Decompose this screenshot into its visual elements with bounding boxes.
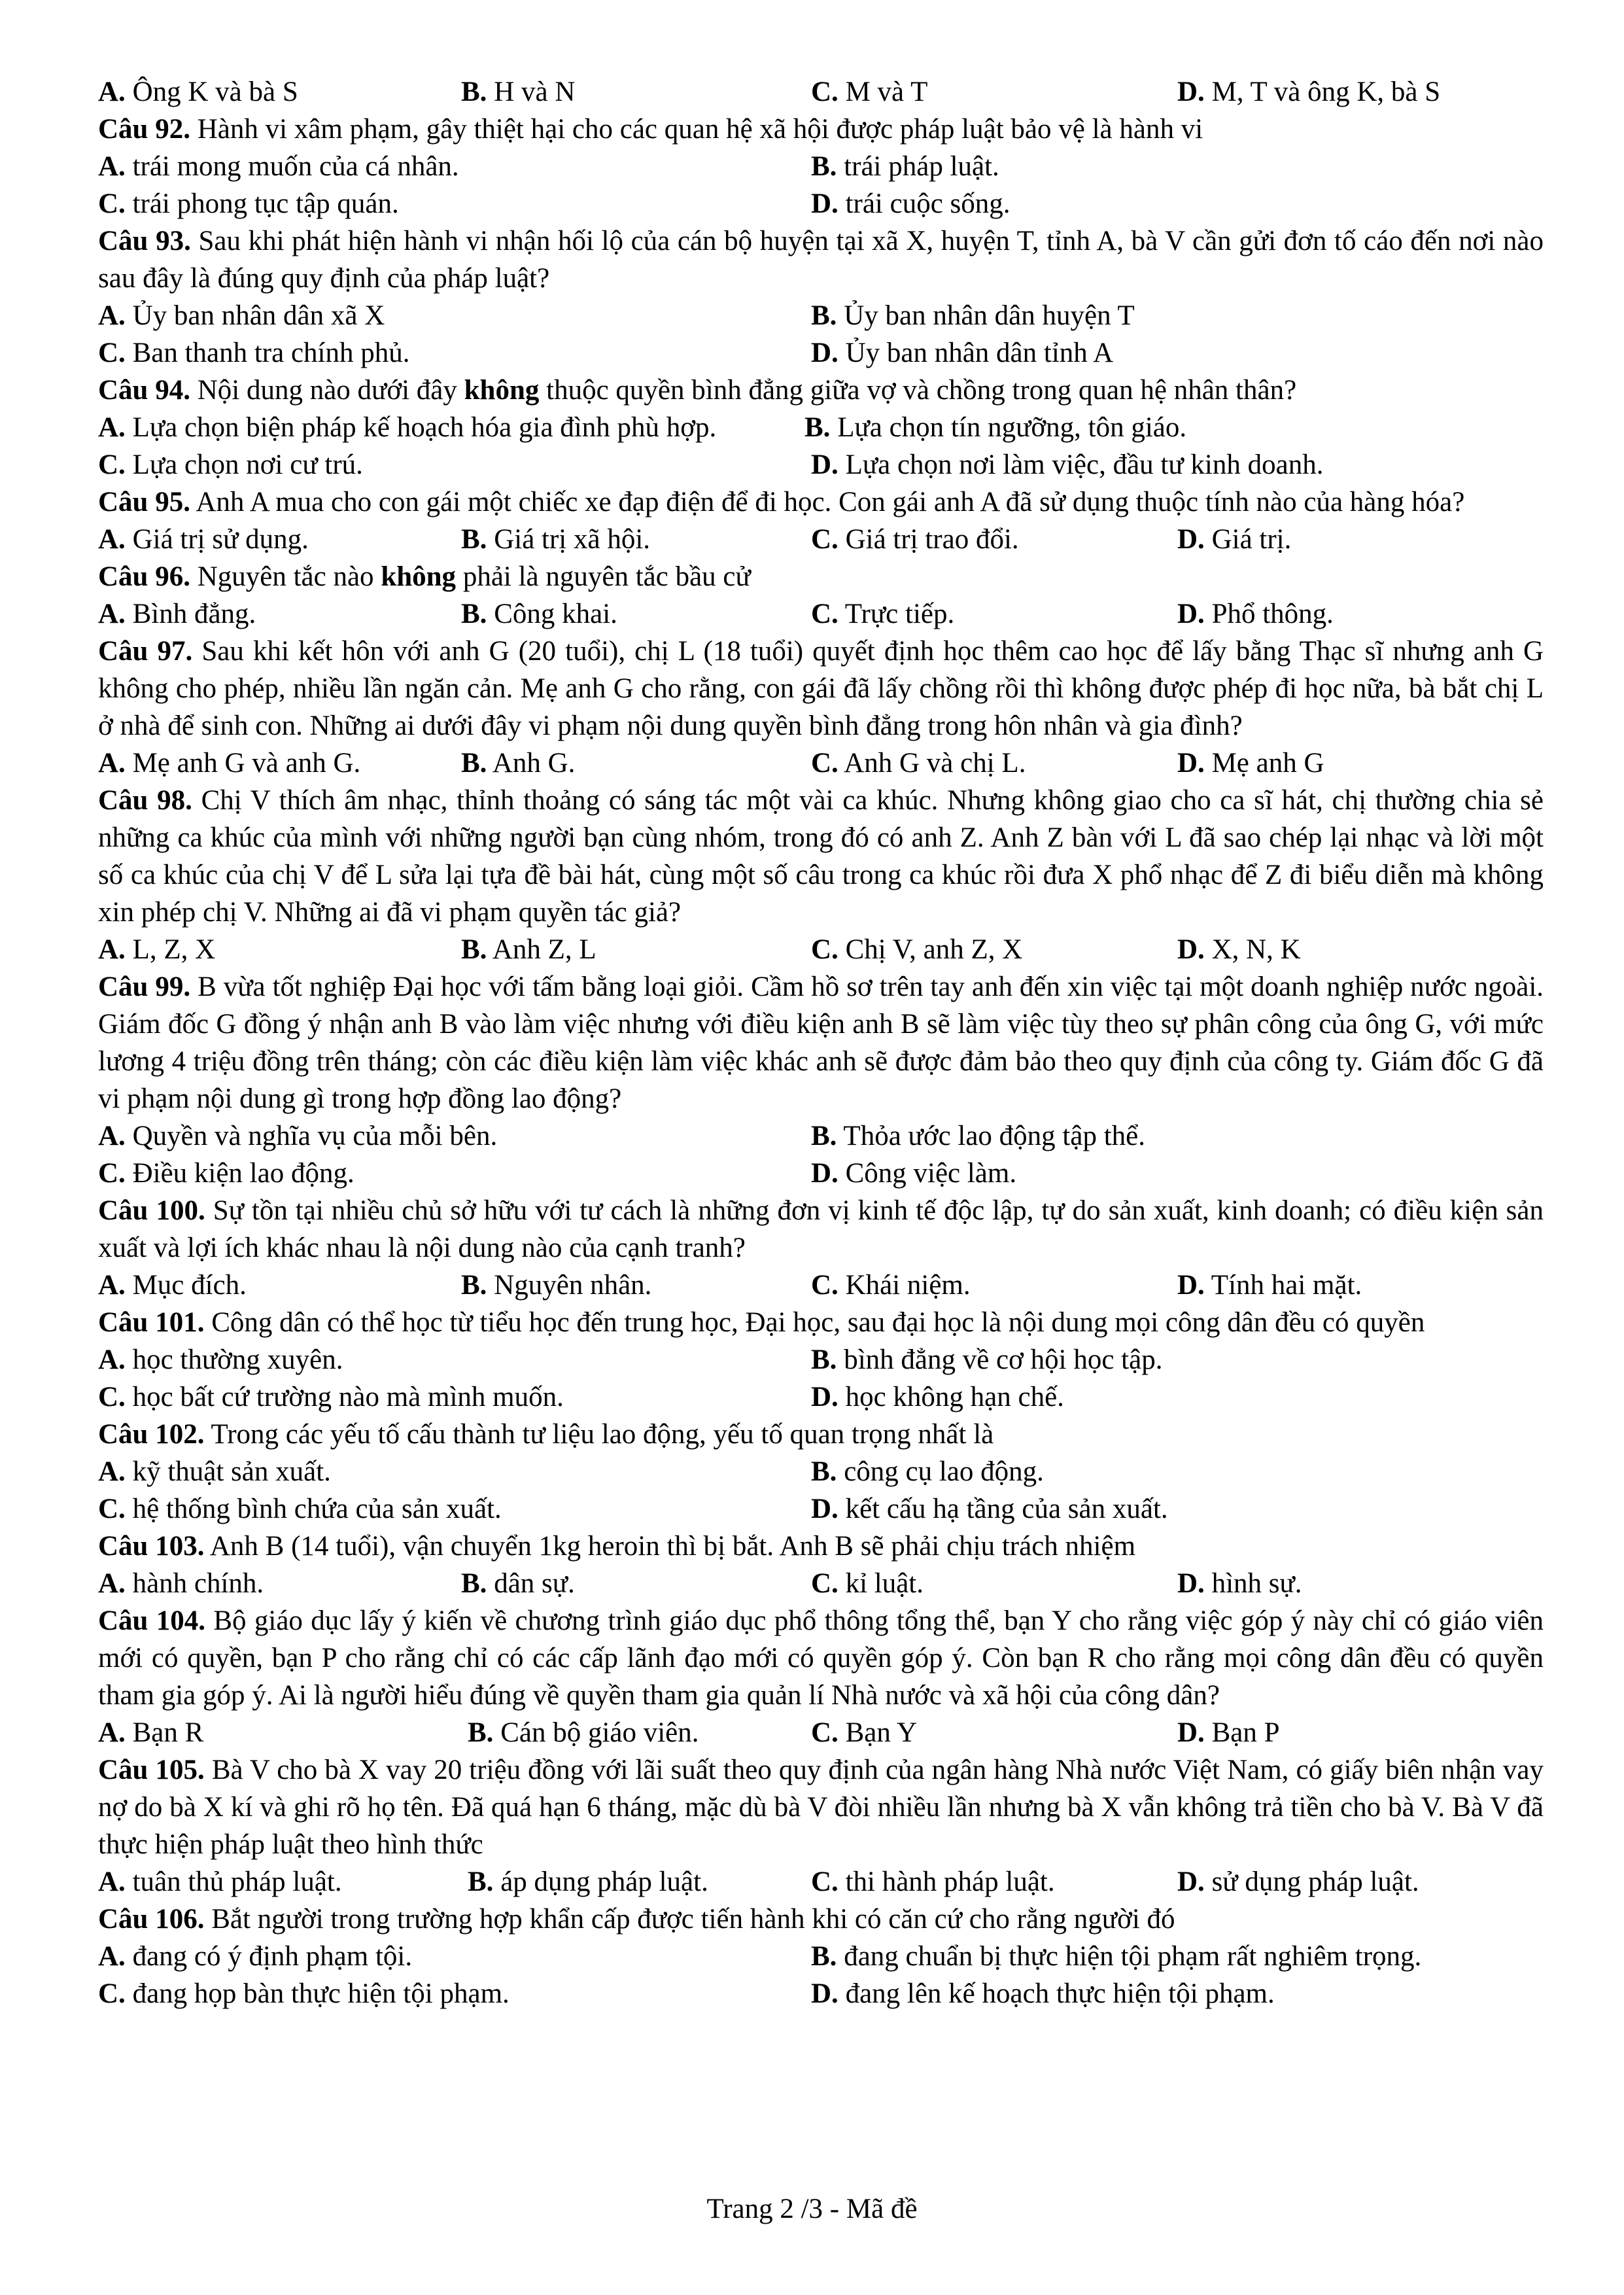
option-a: A. Bạn R (98, 1717, 204, 1748)
option-a: A. Bình đẳng. (98, 599, 256, 629)
question-103: Câu 103. Anh B (14 tuổi), vận chuyển 1kg heroin thì bị bắt. Anh B sẽ phải chịu trách nhiệm (98, 1531, 1136, 1562)
options-row (98, 1155, 1544, 1192)
option-b: B. Giá trị xã hội. (461, 524, 651, 555)
options-row (98, 931, 1544, 968)
option-c: C. Giá trị trao đổi. (811, 524, 1019, 555)
question-97: Câu 97. Sau khi kết hôn với anh G (20 tuổi), chị L (18 tuổi) quyết định học thêm cao học để lấy bằng Thạc sĩ nhưng anh G không cho phép, nhiều lần ngăn cản. Mẹ anh G cho rằng, con gái đã lấy chồng rồi thì không được phép đi học nữa, bà bắt chị L ở nhà để sinh con. Những ai dưới đây vi phạm nội dung quyền bình đẳng trong hôn nhân và gia đình? (98, 636, 1544, 741)
question-96: Câu 96. Nguyên tắc nào không phải là nguyên tắc bầu cử (98, 561, 751, 592)
option-b: B. áp dụng pháp luật. (468, 1866, 708, 1897)
option-a: A. học thường xuyên. (98, 1344, 343, 1375)
option-b: B. bình đẳng về cơ hội học tập. (811, 1344, 1163, 1375)
option-c: C. Ban thanh tra chính phủ. (98, 338, 410, 368)
question-106: Câu 106. Bắt người trong trường hợp khẩn cấp được tiến hành khi có căn cứ cho rằng người đó (98, 1904, 1175, 1935)
options-row (98, 1714, 1544, 1751)
options-row (98, 1490, 1544, 1528)
option-d: D. Lựa chọn nơi làm việc, đầu tư kinh doanh. (811, 449, 1324, 480)
option-d: D. kết cấu hạ tầng của sản xuất. (811, 1494, 1168, 1524)
question-95: Câu 95. Anh A mua cho con gái một chiếc xe đạp điện để đi học. Con gái anh A đã sử dụng thuộc tính nào của hàng hóa? (98, 487, 1465, 517)
option-b: B. Thỏa ước lao động tập thể. (811, 1121, 1145, 1151)
option-a: A. Ủy ban nhân dân xã X (98, 300, 385, 331)
options-row (98, 1453, 1544, 1490)
page-footer: Trang 2 /3 - Mã đề (706, 2194, 918, 2224)
option-c: C. Khái niệm. (811, 1270, 971, 1301)
option-c: C. Chị V, anh Z, X (811, 934, 1023, 965)
option-c: C. hệ thống bình chứa của sản xuất. (98, 1494, 502, 1524)
option-d: D. học không hạn chế. (811, 1382, 1064, 1412)
question-101: Câu 101. Công dân có thể học từ tiểu học đến trung học, Đại học, sau đại học là nội dung mọi công dân đều có quyền (98, 1307, 1425, 1338)
question-92: Câu 92. Hành vi xâm phạm, gây thiệt hại cho các quan hệ xã hội được pháp luật bảo vệ là hành vi (98, 114, 1203, 145)
options-row (98, 595, 1544, 633)
option-a: A. L, Z, X (98, 934, 216, 965)
option-d: D. Tính hai mặt. (1177, 1270, 1362, 1301)
option-c: C. Điều kiện lao động. (98, 1158, 354, 1189)
options-row (98, 1341, 1544, 1378)
option-c: C. kỉ luật. (811, 1568, 924, 1599)
option-a: A. trái mong muốn của cá nhân. (98, 151, 459, 182)
options-row (98, 521, 1544, 558)
options-row (98, 1975, 1544, 2012)
question-94: Câu 94. Nội dung nào dưới đây không thuộc quyền bình đẳng giữa vợ và chồng trong quan hệ nhân thân? (98, 375, 1297, 406)
options-row (98, 409, 1544, 446)
option-d: D. X, N, K (1177, 934, 1301, 965)
options-row (98, 334, 1544, 372)
options-row (98, 297, 1544, 334)
option-b: B. Công khai. (461, 599, 617, 629)
options-row (98, 1378, 1544, 1416)
option-a: A. Mẹ anh G và anh G. (98, 748, 361, 779)
option-a: A. Giá trị sử dụng. (98, 524, 309, 555)
option-b: B. Nguyên nhân. (461, 1270, 652, 1301)
option-b: B. Anh Z, L (461, 934, 596, 965)
option-a: A. đang có ý định phạm tội. (98, 1941, 413, 1972)
option-a: A. Mục đích. (98, 1270, 247, 1301)
option-d: D. Mẹ anh G (1177, 748, 1324, 779)
option-d: D. hình sự. (1177, 1568, 1302, 1599)
option-c: C. Bạn Y (811, 1717, 918, 1748)
option-b: B. công cụ lao động. (811, 1456, 1044, 1487)
option-c: C. Anh G và chị L. (811, 748, 1026, 779)
option-d: D. Giá trị. (1177, 524, 1292, 555)
option-b: B. trái pháp luật. (811, 151, 999, 182)
option-b: B. Ủy ban nhân dân huyện T (811, 300, 1135, 331)
option-d: D. Công việc làm. (811, 1158, 1017, 1189)
option-d: D. Bạn P (1177, 1717, 1280, 1748)
option-c: C. đang họp bàn thực hiện tội phạm. (98, 1978, 510, 2009)
option-a: A. Ông K và bà S (98, 77, 298, 107)
option-a: A. Quyền và nghĩa vụ của mỗi bên. (98, 1121, 498, 1151)
option-a: A. hành chính. (98, 1568, 264, 1599)
option-c: C. Lựa chọn nơi cư trú. (98, 449, 363, 480)
options-row (98, 745, 1544, 782)
question-100: Câu 100. Sự tồn tại nhiều chủ sở hữu với tư cách là những đơn vị kinh tế độc lập, tự do sản xuất, kinh doanh; có điều kiện sản xuất và lợi ích khác nhau là nội dung nào của cạnh tranh? (98, 1195, 1544, 1263)
question-105: Câu 105. Bà V cho bà X vay 20 triệu đồng với lãi suất theo quy định của ngân hàng Nhà nước Việt Nam, có giấy biên nhận vay nợ do bà X kí và ghi rõ họ tên. Đã quá hạn 6 tháng, mặc dù bà V đòi nhiều lần nhưng bà X vẫn không trả tiền cho bà V. Bà V đã thực hiện pháp luật theo hình thức (98, 1755, 1544, 1860)
option-b: B. Cán bộ giáo viên. (468, 1717, 699, 1748)
options-row (98, 1267, 1544, 1304)
option-c: C. trái phong tục tập quán. (98, 188, 399, 219)
question-102: Câu 102. Trong các yếu tố cấu thành tư liệu lao động, yếu tố quan trọng nhất là (98, 1419, 994, 1450)
options-row (98, 185, 1544, 222)
option-c: C. Trực tiếp. (811, 599, 955, 629)
option-b: B. Lựa chọn tín ngưỡng, tôn giáo. (804, 412, 1187, 443)
options-row (98, 148, 1544, 185)
option-b: B. H và N (461, 77, 576, 107)
options-row (98, 1117, 1544, 1155)
option-d: D. đang lên kế hoạch thực hiện tội phạm. (811, 1978, 1275, 2009)
option-d: D. trái cuộc sống. (811, 188, 1011, 219)
option-b: B. dân sự. (461, 1568, 575, 1599)
option-b: B. đang chuẩn bị thực hiện tội phạm rất nghiêm trọng. (811, 1941, 1422, 1972)
options-row-prev (98, 73, 1544, 111)
option-a: A. kỹ thuật sản xuất. (98, 1456, 331, 1487)
option-d: D. Ủy ban nhân dân tỉnh A (811, 338, 1114, 368)
question-98: Câu 98. Chị V thích âm nhạc, thỉnh thoảng có sáng tác một vài ca khúc. Nhưng không giao cho ca sĩ hát, chị thường chia sẻ những ca khúc của mình với những người bạn cùng nhóm, trong đó có anh Z. Anh Z bàn với L đã sao chép lại nhạc và lời một số ca khúc của chị V để L sửa lại tựa đề bài hát, cùng một số câu trong ca khúc rồi đưa X phổ nhạc để Z đi biểu diễn mà không xin phép chị V. Những ai đã vi phạm quyền tác giả? (98, 785, 1544, 928)
question-93: Câu 93. Sau khi phát hiện hành vi nhận hối lộ của cán bộ huyện tại xã X, huyện T, tỉnh A, bà V cần gửi đơn tố cáo đến nơi nào sau đây là đúng quy định của pháp luật? (98, 226, 1544, 294)
option-a: A. tuân thủ pháp luật. (98, 1866, 342, 1897)
option-d: D. sử dụng pháp luật. (1177, 1866, 1419, 1897)
option-d: D. M, T và ông K, bà S (1177, 77, 1441, 107)
option-c: C. M và T (811, 77, 928, 107)
question-104: Câu 104. Bộ giáo dục lấy ý kiến về chương trình giáo dục phổ thông tổng thể, bạn Y cho rằng việc góp ý này chỉ có giáo viên mới có quyền, bạn P cho rằng chỉ có các cấp lãnh đạo mới có quyền góp ý. Còn bạn R cho rằng mọi công dân đều có quyền tham gia góp ý. Ai là người hiểu đúng về quyền tham gia quản lí Nhà nước và xã hội của công dân? (98, 1605, 1544, 1711)
option-c: C. thi hành pháp luật. (811, 1866, 1055, 1897)
options-row (98, 1863, 1544, 1901)
options-row (98, 1938, 1544, 1975)
option-b: B. Anh G. (461, 748, 576, 779)
option-a: A. Lựa chọn biện pháp kế hoạch hóa gia đình phù hợp. (98, 412, 717, 443)
option-c: C. học bất cứ trường nào mà mình muốn. (98, 1382, 564, 1412)
options-row (98, 1565, 1544, 1602)
options-row (98, 446, 1544, 483)
exam-content (98, 73, 1544, 2012)
question-99: Câu 99. B vừa tốt nghiệp Đại học với tấm bằng loại giỏi. Cầm hồ sơ trên tay anh đến xin việc tại một doanh nghiệp nước ngoài. Giám đốc G đồng ý nhận anh B vào làm việc nhưng với điều kiện anh B sẽ làm việc tùy theo sự phân công của ông G, với mức lương 4 triệu đồng trên tháng; còn các điều kiện làm việc khác anh sẽ được đảm bảo theo quy định của công ty. Giám đốc G đã vi phạm nội dung gì trong hợp đồng lao động? (98, 972, 1544, 1114)
option-d: D. Phổ thông. (1177, 599, 1334, 629)
